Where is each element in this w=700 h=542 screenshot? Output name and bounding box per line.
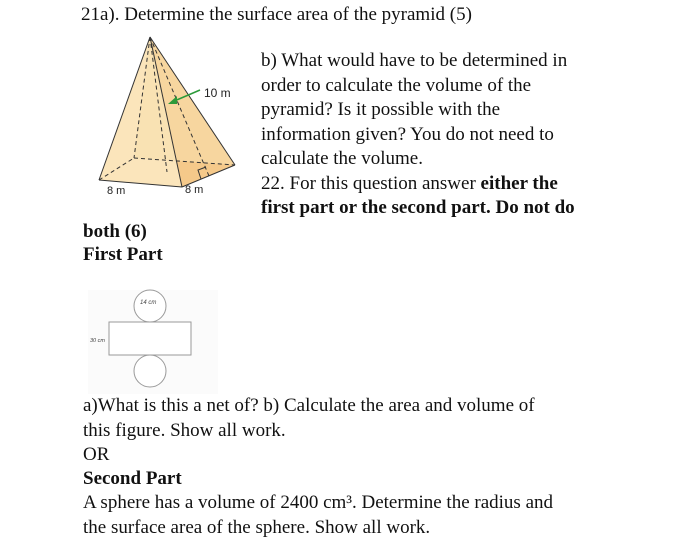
top-circle xyxy=(134,290,166,322)
first-part-title: First Part xyxy=(83,244,163,265)
second-part-title: Second Part xyxy=(83,467,182,489)
partb-line-3: pyramid? Is it possible with the xyxy=(261,99,501,120)
q22-intro: 22. For this question answer xyxy=(261,172,481,194)
cylinder-net xyxy=(85,288,225,398)
partb-line-5: calculate the volume. xyxy=(261,148,423,169)
second-part-question-2: the surface area of the sphere. Show all work. xyxy=(83,516,431,538)
partb-line-1: b) What would have to be determined in xyxy=(261,50,568,71)
q22-either: either the xyxy=(480,172,558,194)
first-part-question-2: this figure. Show all work. xyxy=(83,419,286,441)
or-label: OR xyxy=(83,444,110,465)
partb-line-4: information given? You do not need to xyxy=(261,123,554,145)
base-left-label: 8 m xyxy=(107,185,126,197)
first-part-question-1: a)What is this a net of? b) Calculate the area and volume of xyxy=(83,395,535,416)
second-part-question-1: A sphere has a volume of 2400 cm³. Determine the radius and xyxy=(83,492,554,513)
partb-line-2: order to calculate the volume of the xyxy=(261,74,532,96)
net-height-label: 30 cm xyxy=(90,338,105,344)
bottom-circle xyxy=(134,355,166,387)
net-rectangle xyxy=(109,322,191,355)
base-right-label: 8 m xyxy=(185,184,204,196)
pyramid-diagram xyxy=(95,30,245,197)
q21-heading: 21a). Determine the surface area of the pyramid (5) xyxy=(81,4,472,25)
slant-height-label: 10 m xyxy=(204,86,231,100)
q22-marks: both (6) xyxy=(83,221,147,242)
q22-instruction: first part or the second part. Do not do xyxy=(261,197,575,218)
q22-intro-line xyxy=(261,172,558,197)
pyramid-back-face xyxy=(134,37,235,165)
net-width-label: 14 cm xyxy=(140,300,157,306)
